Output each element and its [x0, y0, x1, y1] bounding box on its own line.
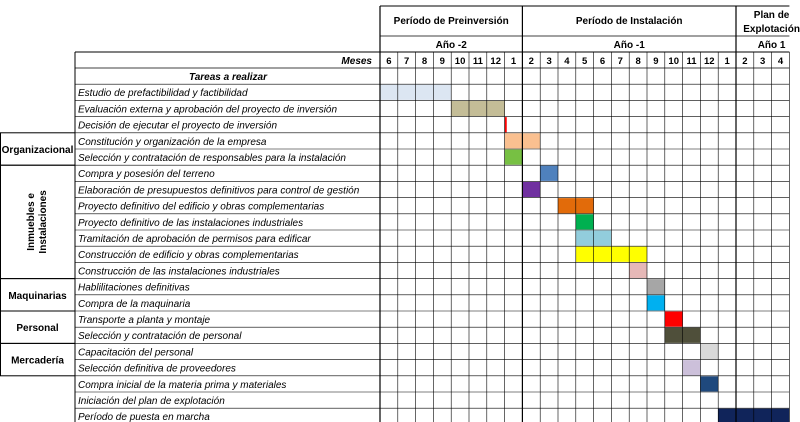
month-label: 5 [582, 56, 588, 67]
month-header: Meses [341, 56, 372, 67]
task-label: Compra de la maquinaria [78, 298, 191, 310]
month-label: 12 [490, 56, 501, 67]
task-bar [665, 312, 683, 327]
year-label: Año -2 [435, 40, 467, 51]
month-label: 6 [386, 56, 392, 67]
task-label: Construcción de las instalaciones industriales [78, 266, 280, 278]
month-label: 7 [617, 56, 623, 67]
task-bar [505, 117, 507, 132]
task-label: Iniciación del plan de explotación [78, 396, 225, 407]
period-label: Período de Instalación [575, 16, 683, 27]
period-label: Período de Preinversión [393, 16, 509, 27]
month-label: 9 [439, 56, 445, 67]
year-label: Año -1 [613, 40, 645, 51]
task-bar [700, 376, 718, 391]
task-label: Selección y contratación de personal [78, 331, 242, 343]
month-label: 10 [454, 56, 466, 67]
month-label: 8 [635, 56, 641, 67]
task-bar [522, 182, 540, 197]
task-bar [700, 344, 718, 359]
task-label: Período de puesta en marcha [78, 412, 210, 422]
year-label: Año 1 [757, 40, 786, 51]
month-label: 9 [653, 56, 659, 67]
task-label: Transporte a planta y montaje [78, 315, 211, 326]
month-label: 4 [564, 56, 570, 67]
task-label: Selección definitiva de proveedores [78, 363, 236, 375]
tasks-header: Tareas a realizar [188, 72, 268, 83]
month-label: 4 [777, 56, 784, 67]
task-bar [451, 101, 504, 116]
task-label: Capacitación del personal [78, 347, 194, 359]
task-label: Hablilitaciones definitivas [78, 282, 190, 294]
group-label: Mercadería [11, 355, 64, 367]
task-bar [540, 166, 558, 181]
month-label: 1 [724, 56, 730, 67]
month-label: 2 [742, 56, 748, 67]
task-label: Estudio de prefactibilidad y factibilidad [78, 88, 248, 100]
month-label: 10 [668, 56, 679, 67]
task-label: Elaboración de presupuestos definitivos para control de gestión [78, 185, 360, 197]
task-label: Proyecto definitivo de las instalaciones industriales [78, 217, 304, 229]
task-label: Proyecto definitivo del edificio y obras complementarias [78, 201, 325, 213]
task-label: Compra y posesión del terreno [78, 169, 215, 181]
month-label: 12 [704, 56, 715, 67]
group-label: Inmuebles eInstalaciones [26, 190, 49, 254]
month-label: 11 [686, 56, 697, 67]
task-label: Decisión de ejecutar el proyecto de inversión [78, 120, 277, 132]
month-label: 6 [599, 56, 606, 67]
task-bar [683, 360, 701, 375]
month-label: 8 [421, 56, 428, 67]
month-label: 7 [404, 56, 410, 67]
task-bar [505, 150, 523, 165]
task-bar [576, 214, 594, 229]
task-label: Selección y contratación de responsables para la instalación [78, 153, 346, 164]
month-label: 2 [528, 56, 534, 67]
group-label: Personal [16, 323, 59, 335]
task-label: Evaluación externa y aprobación del proyecto de inversión [78, 104, 338, 116]
month-label: 3 [760, 56, 766, 67]
month-label: 11 [472, 56, 483, 67]
month-label: 1 [510, 56, 517, 67]
task-bar [629, 263, 647, 278]
task-label: Compra inicial de la materia prima y materiales [78, 379, 287, 391]
group-label: Maquinarias [8, 290, 67, 302]
group-label: Organizacional [1, 145, 74, 156]
period-label: Plan de Explotación [743, 10, 800, 35]
task-bar [647, 295, 665, 310]
task-label: Tramitación de aprobación de permisos para edificar [78, 234, 311, 245]
task-bar [647, 279, 665, 294]
month-label: 3 [546, 56, 552, 67]
task-label: Constitución y organización de la empresa [78, 136, 267, 148]
task-label: Construcción de edificio y obras complementarias [78, 250, 299, 262]
